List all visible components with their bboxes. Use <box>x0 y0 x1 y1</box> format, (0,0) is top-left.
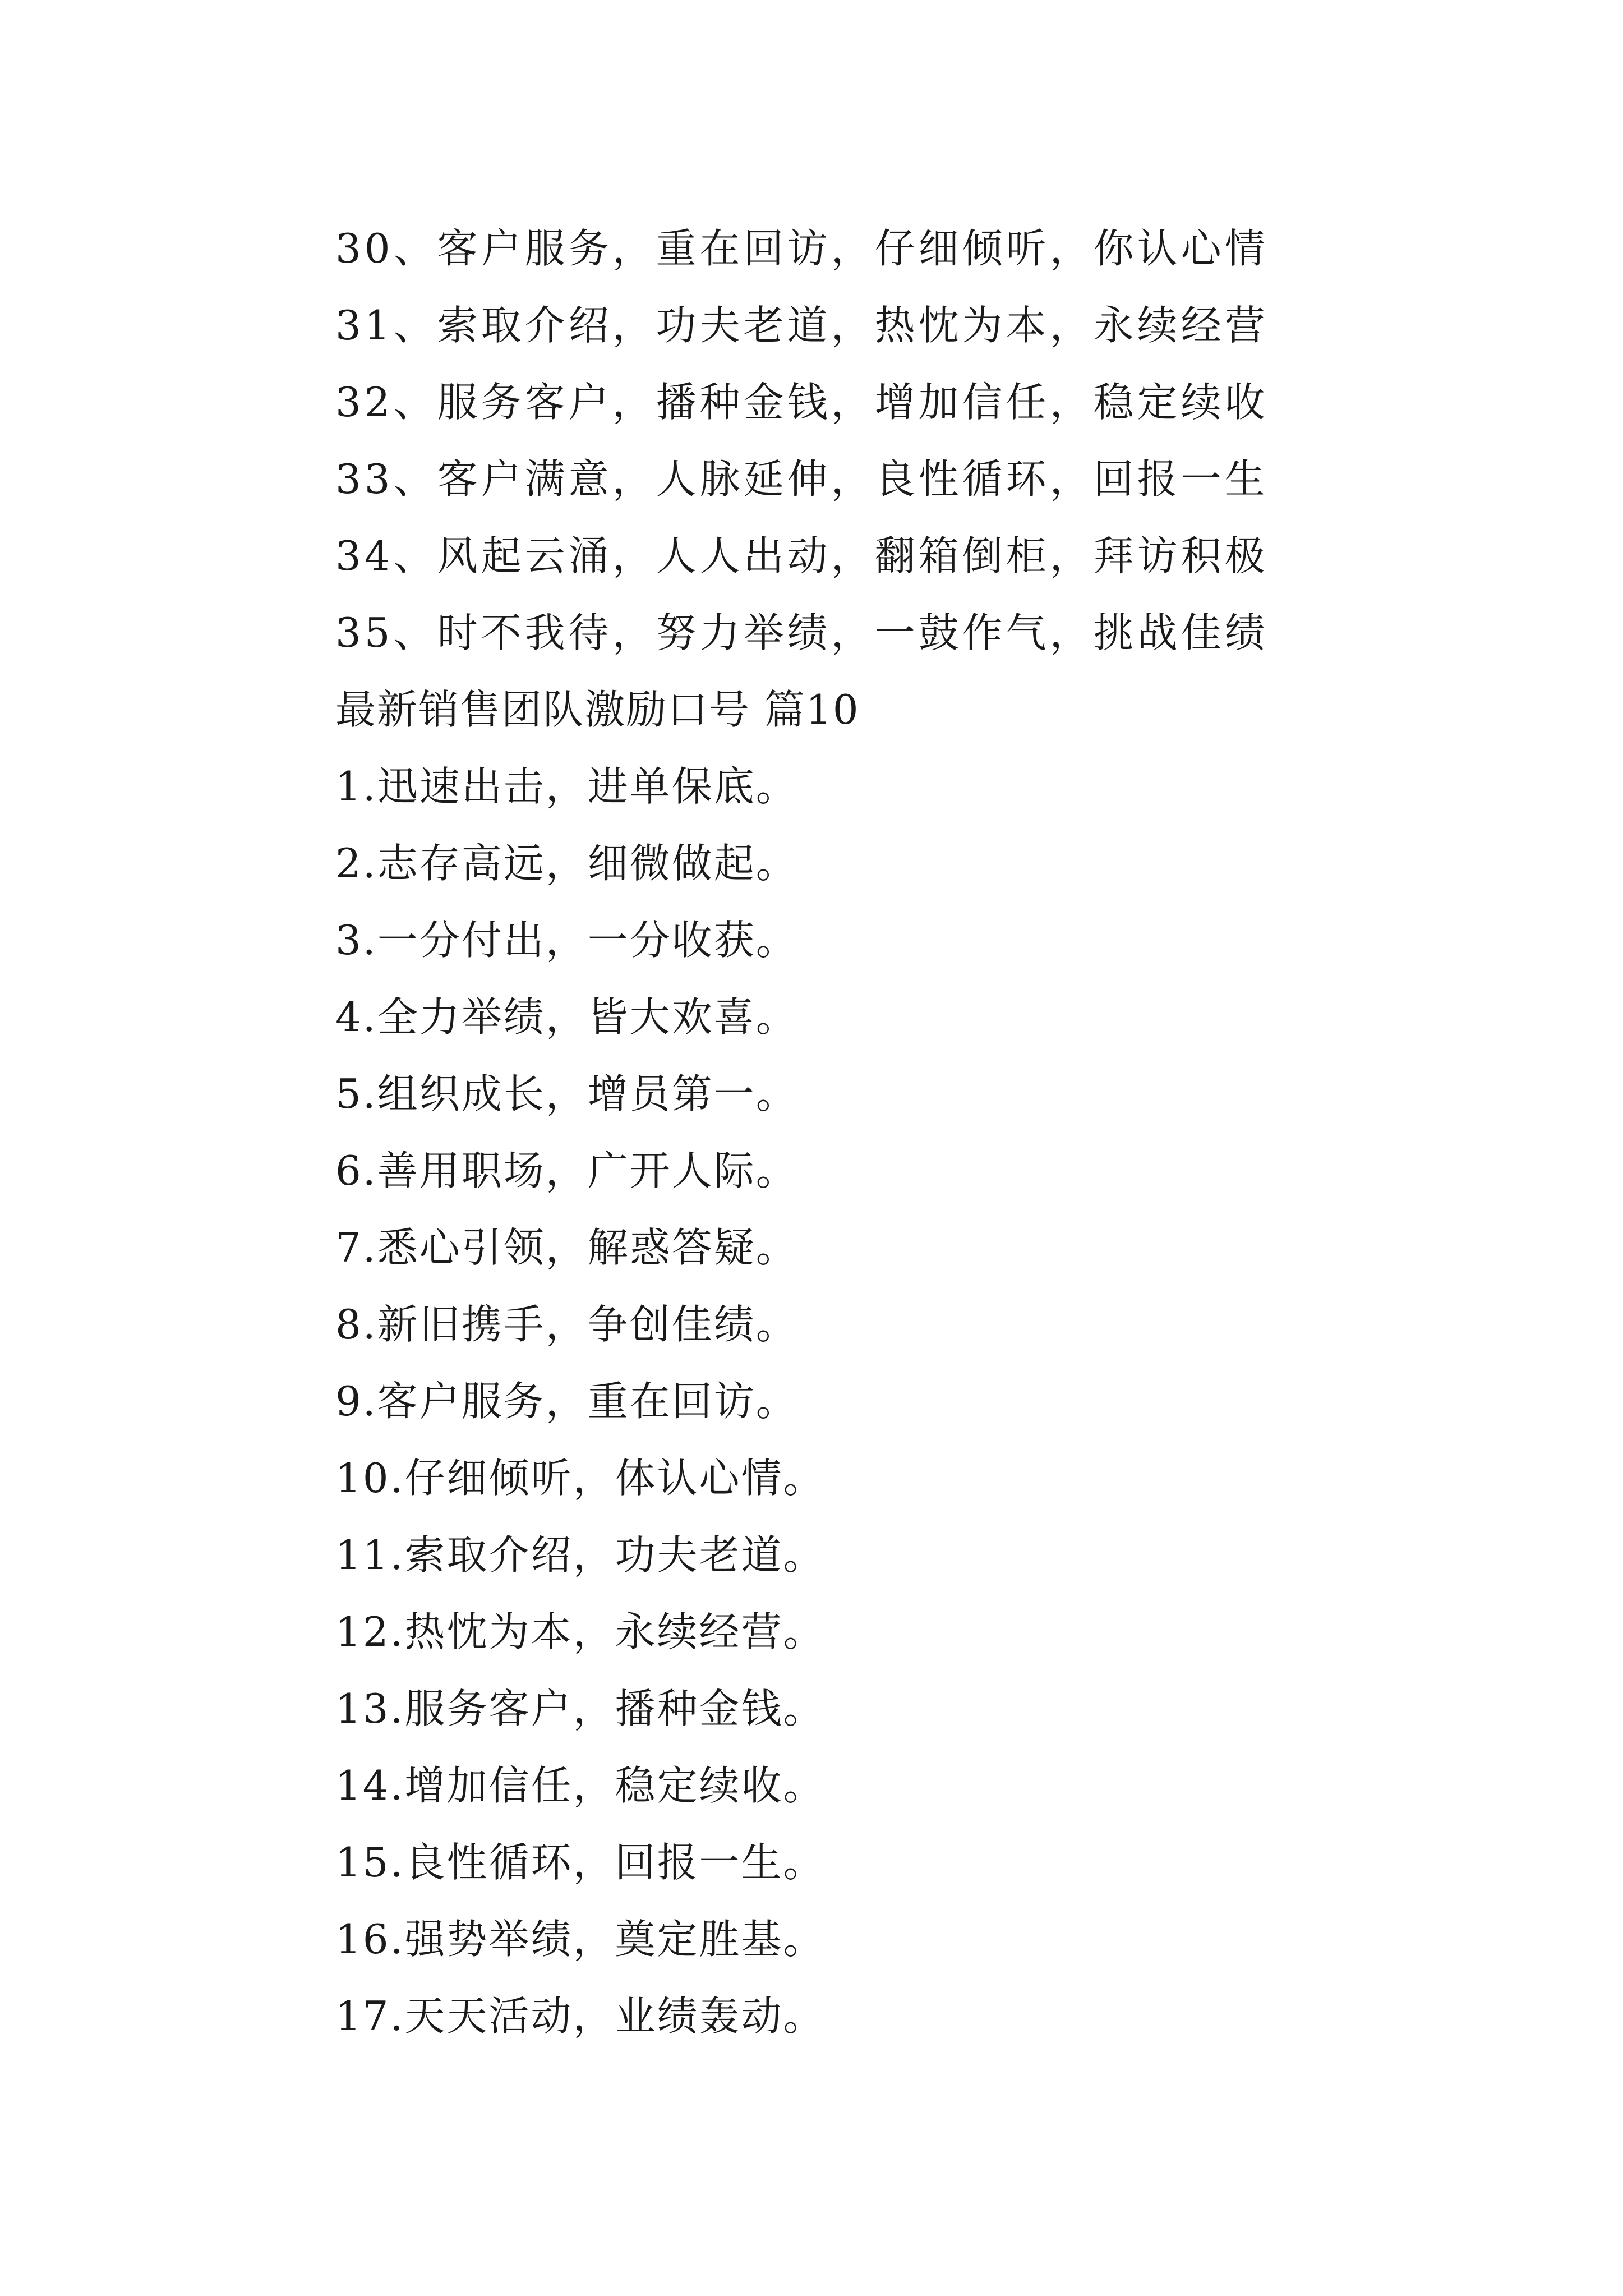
slogan-line: 33、客户满意，人脉延伸，良性循环，回报一生 <box>335 455 1269 503</box>
list-item: 2.志存高远，细微做起。 <box>335 840 798 887</box>
list-item: 7.悉心引领，解惑答疑。 <box>335 1224 798 1271</box>
list-item: 3.一分付出，一分收获。 <box>335 917 798 964</box>
slogan-line: 31、索取介绍，功夫老道，热忱为本，永续经营 <box>335 302 1269 349</box>
slogan-line: 34、风起云涌，人人出动，翻箱倒柜，拜访积极 <box>335 532 1269 579</box>
slogan-line: 32、服务客户，播种金钱，增加信任，稳定续收 <box>335 379 1269 426</box>
list-item: 6.善用职场，广开人际。 <box>335 1147 798 1194</box>
list-item: 10.仔细倾听，体认心情。 <box>335 1455 826 1502</box>
slogan-line: 30、客户服务，重在回访，仔细倾听，你认心情 <box>335 225 1269 272</box>
document-body <box>335 210 1289 2055</box>
list-item: 17.天天活动，业绩轰动。 <box>335 1993 826 2040</box>
list-item: 9.客户服务，重在回访。 <box>335 1378 798 1425</box>
list-item: 15.良性循环，回报一生。 <box>335 1839 826 1886</box>
list-item: 8.新旧携手，争创佳绩。 <box>335 1301 798 1348</box>
section-heading: 最新销售团队激励口号 篇10 <box>335 686 860 733</box>
list-item: 13.服务客户，播种金钱。 <box>335 1685 826 1732</box>
list-item: 14.增加信任，稳定续收。 <box>335 1762 826 1809</box>
list-item: 12.热忱为本，永续经营。 <box>335 1608 826 1655</box>
list-item: 1.迅速出击，进单保底。 <box>335 763 798 810</box>
list-item: 11.索取介绍，功夫老道。 <box>335 1531 826 1579</box>
list-item: 16.强势举绩，奠定胜基。 <box>335 1916 826 1963</box>
list-item: 5.组织成长，增员第一。 <box>335 1070 798 1117</box>
slogan-line: 35、时不我待，努力举绩，一鼓作气，挑战佳绩 <box>335 609 1269 656</box>
list-item: 4.全力举绩，皆大欢喜。 <box>335 993 798 1041</box>
